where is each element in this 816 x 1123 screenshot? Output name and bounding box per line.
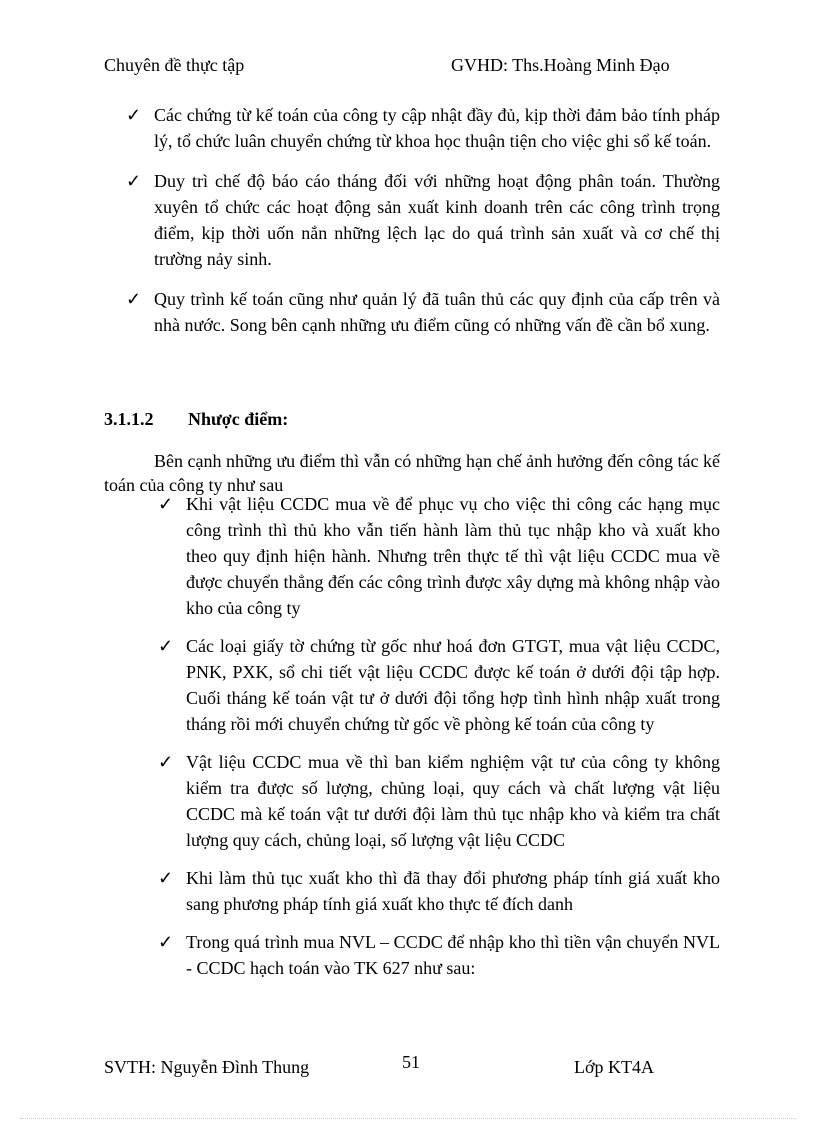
list-item-text: Duy trì chế độ báo cáo tháng đối với những hoạt động phân toán. Thường xuyên tổ chức các hoạt động sản xuất kinh doanh trên các công trình trọng điểm, kịp thời uốn nắn những lệch lạc do quá trình sản xuất và cơ chế thị trường nảy sinh.	[154, 171, 720, 269]
list-item-text: Vật liệu CCDC mua về thì ban kiểm nghiệm vật tư của công ty không kiểm tra được số lượng, chủng loại, quy cách và chất lượng vật liệu CCDC mà kế toán vật tư dưới đội làm thủ tục nhập kho và kiểm tra chất lượng quy cách, chủng loại, số lượng vật liệu CCDC	[186, 752, 720, 850]
page-footer	[104, 1052, 724, 1082]
section-heading	[104, 409, 288, 430]
page-header	[104, 55, 724, 85]
checkmark-icon: ✓	[158, 636, 174, 656]
list-item	[158, 633, 720, 737]
list-item	[126, 102, 720, 154]
section-number: 3.1.1.2	[104, 409, 154, 429]
list-item-text: Khi vật liệu CCDC mua về để phục vụ cho việc thi công các hạng mục công trình thì thủ kho vẫn tiến hành làm thủ tục nhập kho và xuất kho theo quy định hiện hành. Nhưng trên thực tế thì vật liệu CCDC mua về được chuyển thẳng đến các công trình được xây dựng mà không nhập vào kho của công ty	[186, 494, 720, 618]
footer-class: Lớp KT4A	[574, 1057, 655, 1077]
intro-paragraph: Bên cạnh những ưu điểm thì vẫn có những hạn chế ảnh hưởng đến công tác kế toán của công ty như sau	[104, 451, 720, 495]
list-item	[158, 929, 720, 981]
checkmark-icon: ✓	[158, 494, 174, 514]
advantages-list	[126, 102, 720, 352]
list-item	[158, 749, 720, 853]
page-bottom-divider	[20, 1118, 796, 1119]
list-item	[126, 168, 720, 272]
page-number: 51	[402, 1052, 420, 1072]
checkmark-icon: ✓	[158, 932, 174, 952]
list-item-text: Trong quá trình mua NVL – CCDC để nhập kho thì tiền vận chuyển NVL - CCDC hạch toán vào TK 627 như sau:	[186, 932, 720, 978]
checkmark-icon: ✓	[126, 289, 142, 309]
checkmark-icon: ✓	[126, 105, 142, 125]
section-title: Nhược điểm:	[188, 409, 289, 429]
list-item-text: Các loại giấy tờ chứng từ gốc như hoá đơn GTGT, mua vật liệu CCDC, PNK, PXK, sổ chi tiết vật liệu CCDC được kế toán ở dưới đội tập hợp. Cuối tháng kế toán vật tư ở dưới đội tổng hợp tình hình nhập xuất trong tháng rồi mới chuyển chứng từ gốc về phòng kế toán của công ty	[186, 636, 720, 734]
list-item-text: Các chứng từ kế toán của công ty cập nhật đầy đủ, kịp thời đảm bảo tính pháp lý, tổ chức luân chuyển chứng từ khoa học thuận tiện cho việc ghi sổ kế toán.	[154, 105, 720, 151]
list-item-text: Khi làm thủ tục xuất kho thì đã thay đổi phương pháp tính giá xuất kho sang phương pháp tính giá xuất kho thực tế đích danh	[186, 868, 720, 914]
checkmark-icon: ✓	[158, 752, 174, 772]
footer-student: SVTH: Nguyễn Đình Thung	[104, 1057, 310, 1077]
header-topic: Chuyên đề thực tập	[104, 55, 245, 75]
header-supervisor: GVHD: Ths.Hoàng Minh Đạo	[451, 55, 670, 75]
checkmark-icon: ✓	[126, 171, 142, 191]
list-item	[126, 286, 720, 338]
checkmark-icon: ✓	[158, 868, 174, 888]
disadvantages-list	[158, 491, 720, 993]
list-item-text: Quy trình kế toán cũng như quản lý đã tuân thủ các quy định của cấp trên và nhà nước. Song bên cạnh những ưu điểm cũng có những vấn đề cần bổ xung.	[154, 289, 720, 335]
list-item	[158, 491, 720, 621]
list-item	[158, 865, 720, 917]
